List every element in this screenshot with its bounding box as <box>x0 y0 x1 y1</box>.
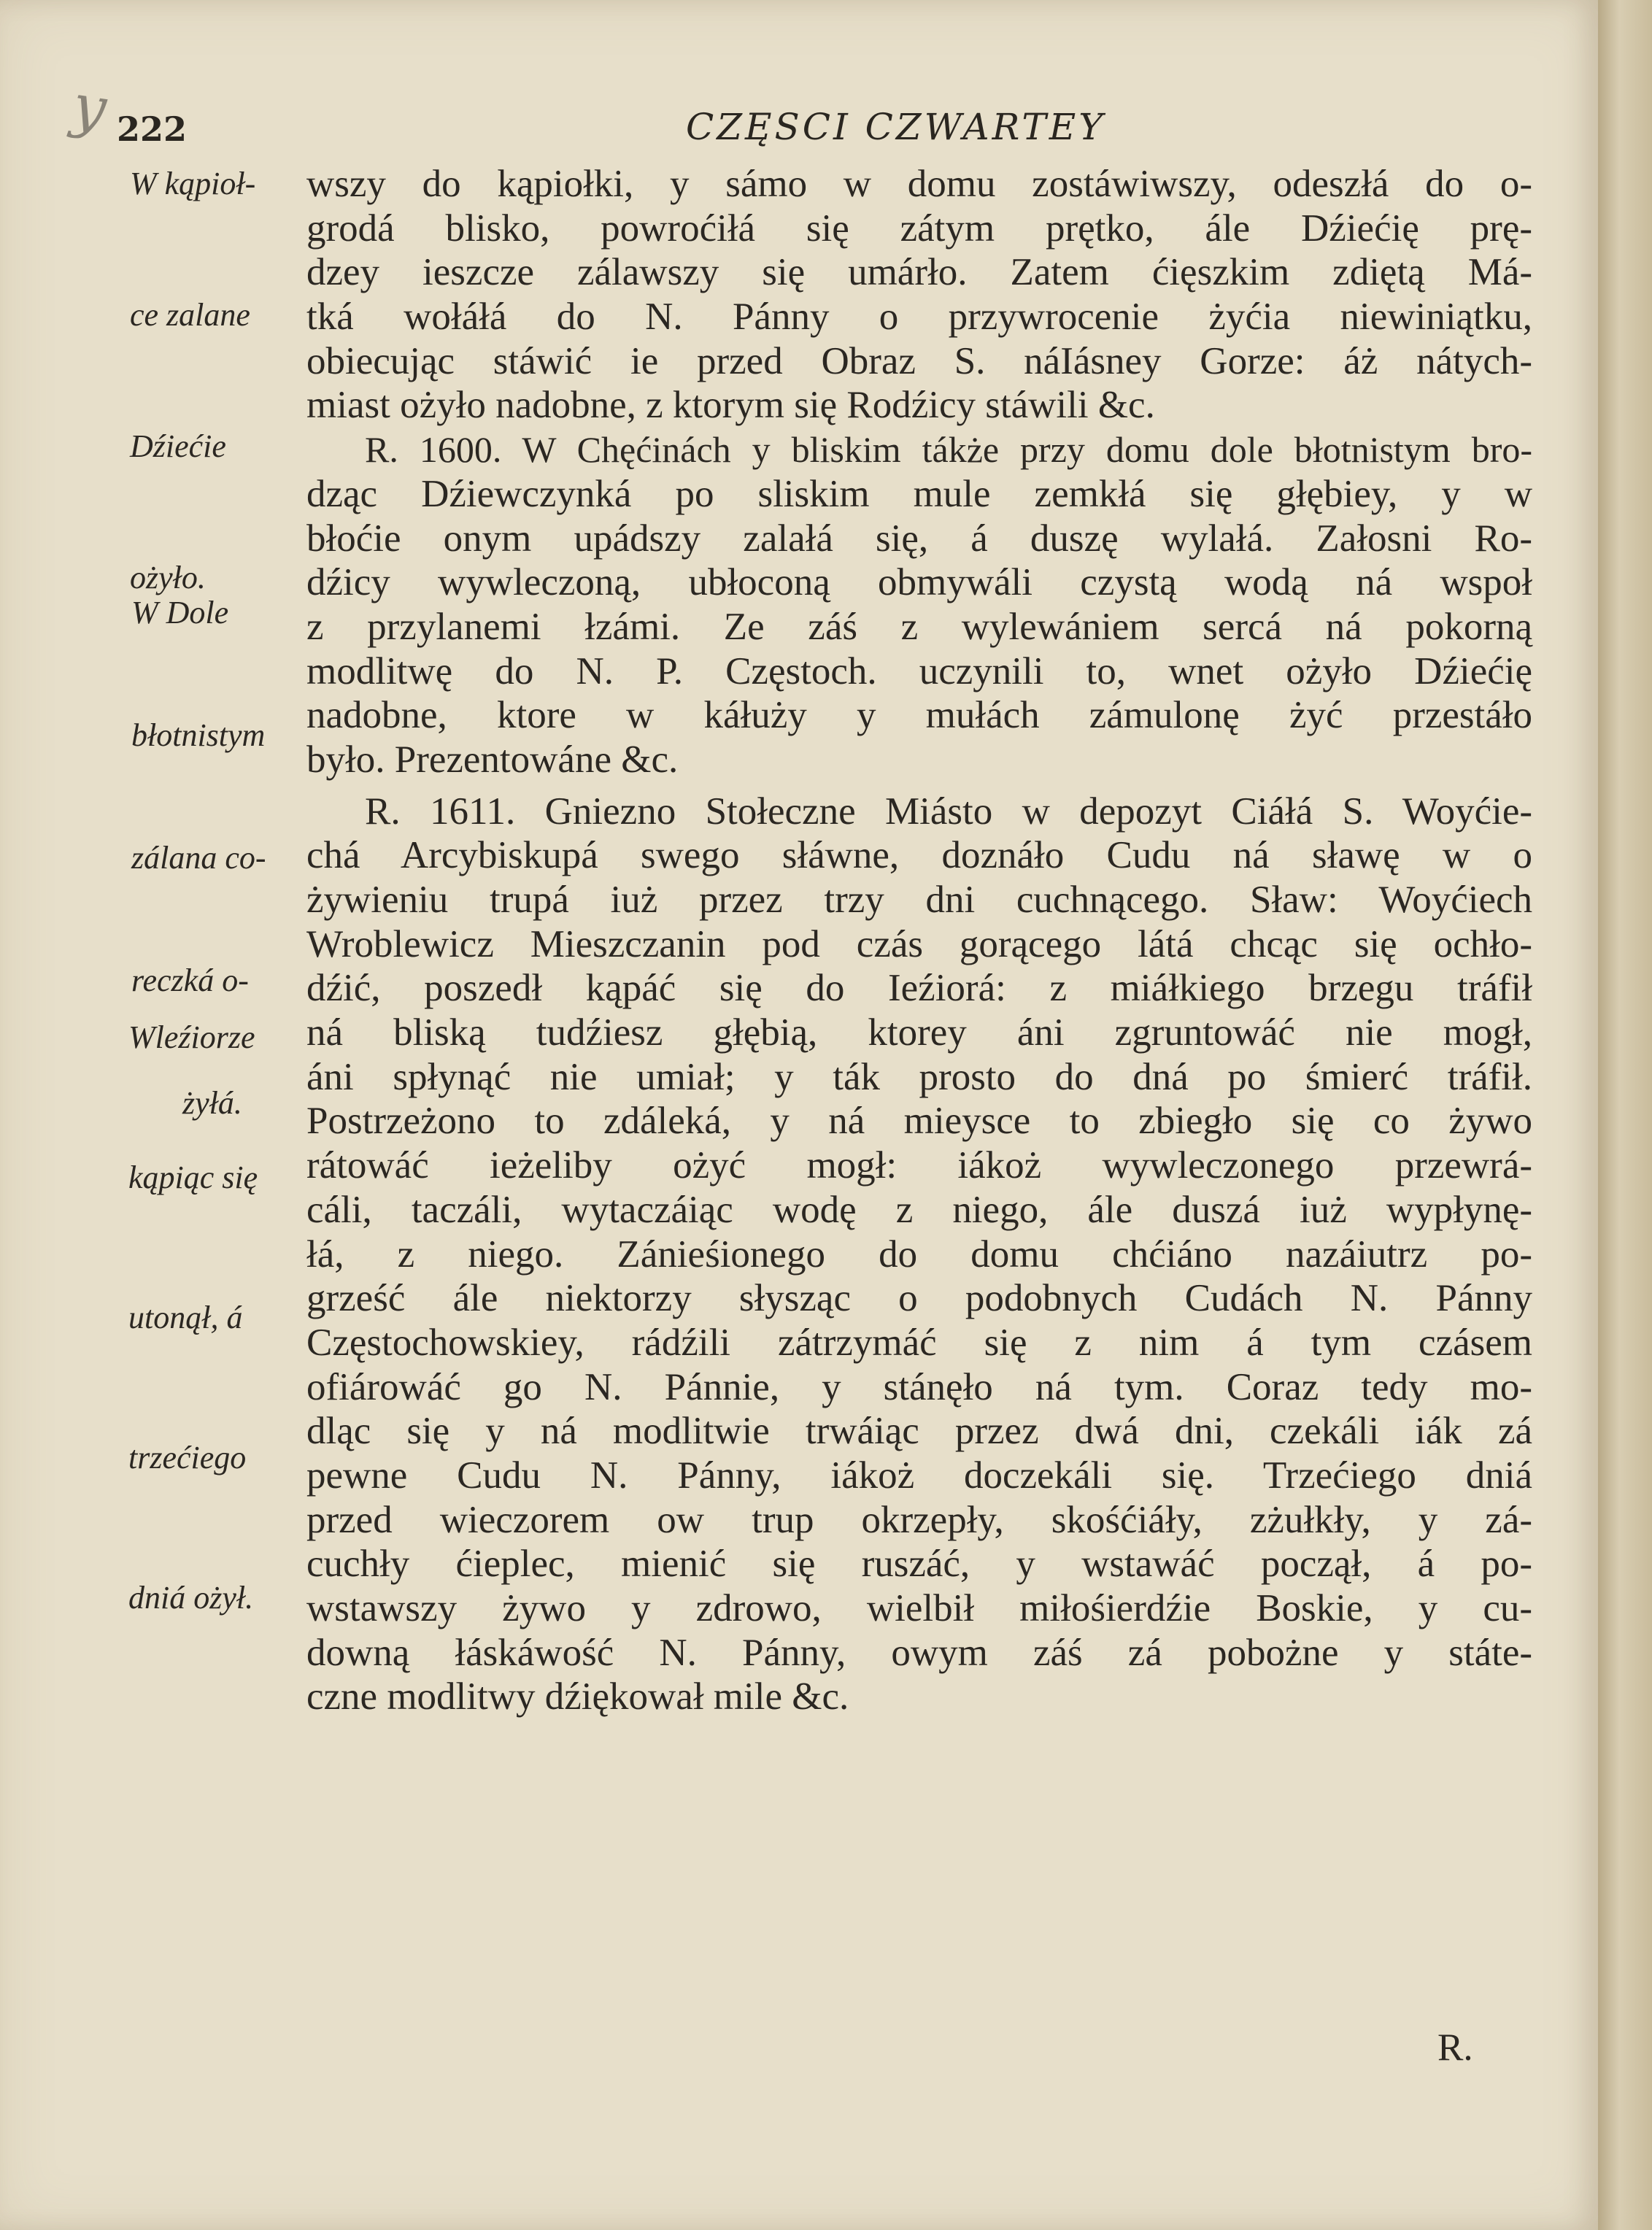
text-line: dźić, poszedł kąpáć się do Ieźiorá: z miáłkiego brzegu tráfił <box>306 967 1532 1010</box>
text-line: żywieniu trupá iuż przez trzy dni cuchnącego. Sław: Woyćiech <box>306 879 1532 921</box>
text-line: Postrzeżono to zdáleká, y ná mieysce to zbiegło się co żywo <box>306 1100 1532 1143</box>
text-line: dząc Dźiewczynká po sliskim mule zemkłá się głębiey, y w <box>306 472 1532 515</box>
margin-note-line: żyłá. <box>182 1085 242 1121</box>
margin-note-line: ożyło. <box>130 560 206 595</box>
paragraph-gap <box>306 782 1532 790</box>
text-line: ofiárowáć go N. Pánnie, y stánęło ná tym. Coraz tedy mo- <box>306 1365 1532 1408</box>
text-line: rátowáć ieżeliby ożyć mogł: iákoż wywleczonego przewrá- <box>306 1144 1532 1187</box>
text-line: ná bliską tudźiesz głębią, ktorey áni zgruntowáć nie mogł, <box>306 1011 1532 1054</box>
text-line: nadobne, ktore w káłuży y mułách zámulonę żyć przestáło <box>306 694 1532 737</box>
text-line: tká wołáłá do N. Pánny o przywrocenie żyćia niewiniątku, <box>306 296 1532 339</box>
text-line: cuchły ćieplec, mienić się ruszáć, y wstawáć począł, á po- <box>306 1543 1532 1586</box>
text-line: Wroblewicz Mieszczanin pod czás gorącego látá chcąc się ochło- <box>306 922 1532 965</box>
margin-note-line: Wleźiorze <box>128 1019 255 1055</box>
text-line: chá Arcybiskupá swego słáwne, doznáło Cudu ná sławę w o <box>306 834 1532 877</box>
text-line: cáli, taczáli, wytaczáiąc wodę z niego, ále duszá iuż wypłynę- <box>306 1188 1532 1231</box>
margin-note-line: trzećiego <box>128 1440 247 1475</box>
text-line: pewne Cudu N. Pánny, iákoż doczekáli się. Trzećiego dniá <box>306 1454 1532 1497</box>
page-number: 222 <box>117 109 188 149</box>
text-line: modlitwę do N. P. Częstoch. uczynili to, wnet ożyło Dźiećię <box>306 649 1532 692</box>
text-line: dźicy wywleczoną, ubłoconą obmywáli czystą wodą ná wspoł <box>306 561 1532 604</box>
text-line: obiecując stáwić ie przed Obraz S. náIásney Gorze: áż nátych- <box>306 339 1532 382</box>
margin-note-line: ce zalane <box>130 297 250 333</box>
text-line: downą łáskáwość N. Pánny, owym záś zá pobożne y státe- <box>306 1631 1532 1674</box>
text-line: z przylanemi łzámi. Ze záś z wylewániem sercá ná pokorną <box>306 605 1532 648</box>
page-gutter <box>1598 0 1652 2230</box>
margin-note-line: dniá ożył. <box>128 1580 254 1616</box>
text-line: grześć ále niektorzy słysząc o podobnych Cudách N. Pánny <box>306 1277 1532 1320</box>
text-line: R. 1600. W Chęćinách y bliskim tákże przy domu dole błotnistym bro- <box>365 429 1532 471</box>
text-line: było. Prezentowáne &c. <box>306 738 679 781</box>
margin-note <box>130 162 255 206</box>
text-line: przed wieczorem ow trup okrzepły, skośćiáły, zżułkły, y zá- <box>306 1498 1532 1541</box>
running-head: CZĘSCI CZWARTEY <box>686 106 1106 148</box>
text-line: łá, z niego. Zánieśionego do domu chćiáno nazáiutrz po- <box>306 1232 1532 1276</box>
text-line: wszy do kąpiołki, y sámo w domu zostáwiwszy, odeszłá do o- <box>306 163 1532 205</box>
text-line: áni spłynąć nie umiał; y ták prosto do dná po śmierć tráfił. <box>306 1055 1532 1098</box>
margin-note-line: kąpiąc się <box>128 1160 258 1195</box>
text-line: Częstochowskiey, rádźili zátrzymáć się z nim á tym czásem <box>306 1321 1532 1364</box>
text-line: miast ożyło nadobne, z ktorym się Rodźicy stáwili &c. <box>306 384 1155 427</box>
margin-note-line: błotnistym <box>131 717 266 753</box>
pencil-mark: y <box>68 71 111 143</box>
margin-note-line: utonął, á <box>128 1300 243 1335</box>
margin-note-line: Dźiećie <box>130 428 226 464</box>
margin-note-line: W Dole <box>131 595 229 630</box>
text-line: R. 1611. Gniezno Stołeczne Miásto w depozyt Ciáłá S. Woyćie- <box>365 790 1532 833</box>
margin-note-line: zálana co- <box>131 840 266 876</box>
text-line: czne modlitwy dźiękował mile &c. <box>306 1675 849 1718</box>
body-text <box>306 162 1532 1719</box>
text-line: grodá blisko, powroćiłá się zátym prętko, ále Dźiećię prę- <box>306 207 1532 250</box>
catchword: R. <box>1437 2026 1473 2069</box>
text-line: wstawszy żywo y zdrowo, wielbił miłośierdźie Boskie, y cu- <box>306 1587 1532 1629</box>
margin-note-line: reczká o- <box>131 962 249 998</box>
text-line: dzey ieszcze zálawszy się umárło. Zatem ćięszkim zdiętą Má- <box>306 251 1532 294</box>
text-line: dląc się y ná modlitwie trwáiąc przez dwá dni, czekáli iák zá <box>306 1410 1532 1453</box>
margin-note-line: W kąpioł- <box>130 166 256 201</box>
margin-note <box>128 921 258 1715</box>
text-line: błoćie onym upádszy zalałá się, á duszę wylałá. Załosni Ro- <box>306 517 1532 560</box>
